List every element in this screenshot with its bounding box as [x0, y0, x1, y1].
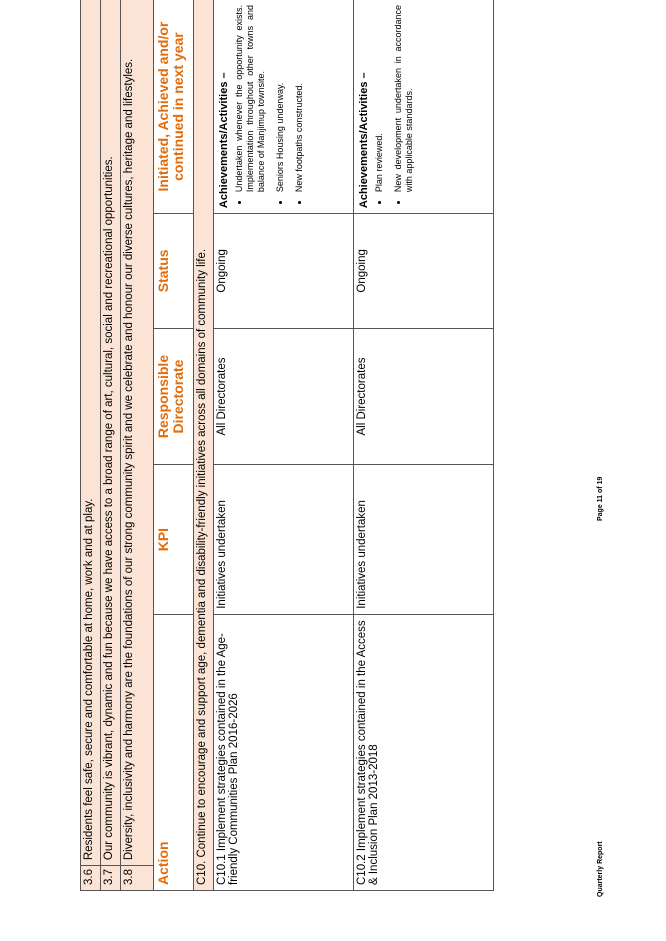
strategy-row	[194, 0, 214, 891]
achievements-list	[234, 5, 305, 208]
header-kpi: KPI	[154, 465, 194, 614]
status-cell: Ongoing	[214, 214, 354, 328]
achievements-cell	[354, 0, 494, 214]
objective-text: Diversity, inclusivity and harmony are the foundations of our strong community spirit and we celebrate and honour our diverse cultures, heritage and lifestyles.	[121, 0, 154, 866]
header-directorate: Responsible Directorate	[154, 328, 194, 465]
kpi-cell: Initiatives undertaken	[214, 465, 354, 614]
objective-text: Residents feel safe, secure and comfortable at home, work and at play.	[81, 0, 101, 866]
achievement-item: • New development undertaken in accordance with applicable standards.	[393, 5, 415, 192]
directorate-cell: All Directorates	[214, 328, 354, 465]
achievement-item: • Undertaken whenever the opportunity exists. Implementation throughout other towns and balance of Manjimup townsite.	[234, 5, 267, 192]
objective-row	[121, 0, 154, 891]
objective-text: Our community is vibrant, dynamic and fun because we have access to a broad range of art, cultural, social and recreational opportunities.	[101, 0, 121, 866]
achievements-heading: Achievements/Activities –	[218, 72, 230, 209]
achievements-cell	[214, 0, 354, 214]
action-cell: C10.1 Implement strategies contained in the Age-friendly Communities Plan 2016-2026	[214, 614, 354, 890]
header-status: Status	[154, 214, 194, 328]
strategy-text: C10. Continue to encourage and support age, dementia and disability-friendly initiatives across all domains of community life.	[194, 0, 214, 891]
strategy-table	[80, 0, 494, 891]
achievement-item: • New footpaths constructed.	[294, 5, 305, 192]
status-cell: Ongoing	[354, 214, 494, 328]
objective-number: 3.7	[101, 866, 121, 891]
achievements-heading: Achievements/Activities –	[358, 72, 370, 209]
kpi-cell: Initiatives undertaken	[354, 465, 494, 614]
achievement-item: • Seniors Housing underway.	[275, 5, 286, 192]
objective-row	[81, 0, 101, 891]
directorate-cell: All Directorates	[354, 328, 494, 465]
action-cell: C10.2 Implement strategies contained in the Access & Inclusion Plan 2013-2018	[354, 614, 494, 890]
header-row	[154, 0, 194, 891]
footer-report-title: Quarterly Report	[597, 841, 604, 897]
achievement-item: • Plan reviewed.	[374, 5, 385, 192]
objective-row	[101, 0, 121, 891]
header-action: Action	[154, 614, 194, 890]
footer-page-number: Page 11 of 19	[597, 476, 604, 521]
table-row	[354, 0, 494, 891]
objective-number: 3.6	[81, 866, 101, 891]
table-row	[214, 0, 354, 891]
objective-number: 3.8	[121, 866, 154, 891]
achievements-list	[374, 5, 415, 208]
header-initiated: Initiated, Achieved and/or continued in next year	[154, 0, 194, 214]
